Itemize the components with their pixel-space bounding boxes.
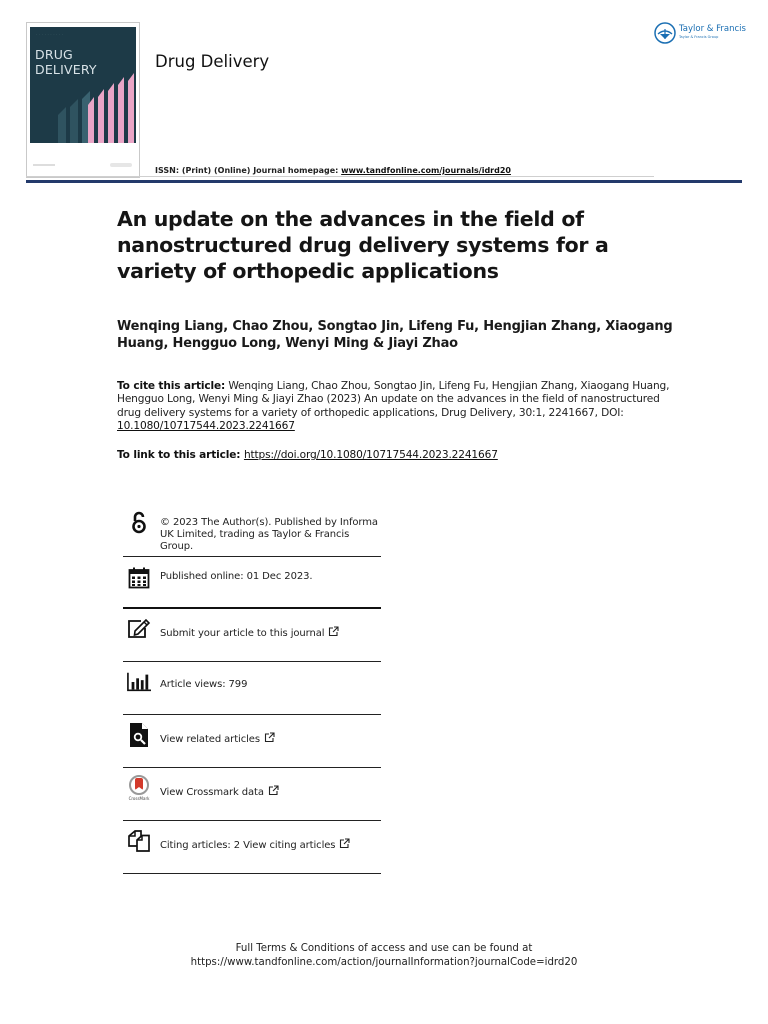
citing-articles-label: Citing articles: 2 View citing articles (160, 840, 336, 851)
cover-top-text: · · · · · · · · · · (36, 32, 64, 36)
taylor-francis-logo-icon (654, 22, 676, 44)
crossmark-link[interactable] (160, 785, 279, 800)
related-articles-label: View related articles (160, 734, 260, 745)
open-access-icon (127, 511, 151, 535)
citation-text: Wenqing Liang, Chao Zhou, Songtao Jin, Lifeng Fu, Hengjian Zhang, Xiaogang Huang, Hengguo Long, Wenyi Ming & Jiayi Zhao (2023) An update on the advances in the field of nanostructured drug delivery systems for a variety of orthopedic applications, Drug Delivery, 30:1, 2241667, DOI: (117, 380, 670, 419)
external-link-icon (339, 838, 350, 853)
journal-cover-image[interactable] (30, 27, 136, 143)
citing-documents-icon (127, 829, 151, 853)
article-info-list (123, 506, 381, 874)
terms-url[interactable]: https://www.tandfonline.com/action/journalInformation?journalCode=idrd20 (190, 957, 578, 968)
external-link-icon (268, 785, 279, 800)
publisher-sub: Taylor & Francis Group (679, 34, 719, 39)
bar-chart-icon (127, 670, 151, 694)
terms-line: Full Terms & Conditions of access and use can be found at (235, 943, 533, 954)
related-articles-link[interactable] (160, 732, 275, 747)
external-link-icon (328, 626, 339, 641)
crossmark-row[interactable] (123, 768, 381, 821)
edit-icon (127, 617, 151, 641)
terms-footer (0, 942, 768, 970)
related-articles-row[interactable] (123, 715, 381, 768)
license-text: © 2023 The Author(s). Published by Informa UK Limited, trading as Taylor & Francis Group. (160, 517, 378, 552)
issn-line (155, 166, 511, 175)
issn-label: ISSN: (Print) (Online) Journal homepage: (155, 166, 342, 175)
citing-articles-link[interactable] (160, 838, 350, 853)
publisher-logo[interactable] (654, 22, 746, 44)
calendar-icon (127, 566, 151, 590)
cover-footer (30, 160, 136, 172)
header-divider-thin (26, 176, 654, 177)
cover-title-line2: DELIVERY (35, 62, 97, 77)
submit-article-label: Submit your article to this journal (160, 628, 325, 639)
submit-article-link[interactable] (160, 626, 339, 641)
license-row (123, 506, 381, 557)
publisher-name: Taylor & Francis (679, 23, 746, 34)
citation-block (117, 380, 672, 434)
citation-label: To cite this article: (117, 380, 226, 392)
published-date: Published online: 01 Dec 2023. (160, 571, 313, 582)
article-link-block (117, 449, 498, 461)
document-search-icon (127, 723, 151, 747)
article-title: An update on the advances in the field of nanostructured drug delivery systems for a variety of orthopedic applications (117, 207, 609, 283)
submit-article-row[interactable] (123, 609, 381, 662)
crossmark-icon (127, 776, 151, 800)
link-label: To link to this article: (117, 449, 244, 461)
article-views-count: Article views: 799 (160, 679, 248, 690)
header-divider (26, 180, 742, 183)
article-authors: Wenqing Liang, Chao Zhou, Songtao Jin, Lifeng Fu, Hengjian Zhang, Xiaogang Huang, Hengguo Long, Wenyi Ming & Jiayi Zhao (117, 319, 673, 351)
cover-title-line1: DRUG (35, 47, 73, 62)
doi-link[interactable]: 10.1080/10717544.2023.2241667 (117, 420, 295, 433)
journal-name[interactable]: Drug Delivery (155, 52, 270, 71)
article-views-row (123, 662, 381, 715)
svg-text:CrossMark: CrossMark (128, 796, 150, 801)
journal-homepage-link[interactable]: www.tandfonline.com/journals/idrd20 (341, 166, 511, 175)
article-doi-url-link[interactable]: https://doi.org/10.1080/10717544.2023.2241667 (243, 449, 498, 461)
published-row (123, 557, 381, 609)
citing-articles-row[interactable] (123, 821, 381, 874)
cover-bars-graphic (30, 27, 136, 143)
crossmark-label: View Crossmark data (160, 787, 264, 798)
external-link-icon (264, 732, 275, 747)
